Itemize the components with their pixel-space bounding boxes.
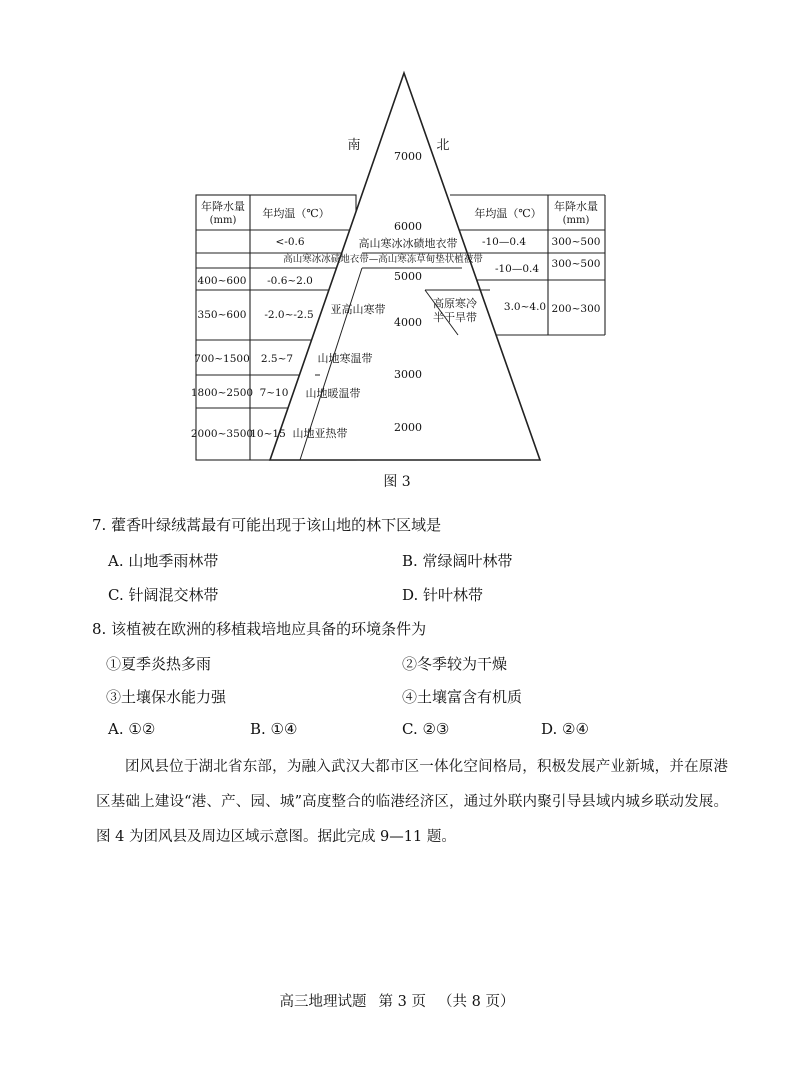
left-temp-value: -0.6~2.0 <box>267 275 313 287</box>
q8-statement-1: ①夏季炎热多雨 <box>106 655 212 673</box>
zone-plateau-1: 高原寒冷 <box>433 297 477 310</box>
altitude-label: 4000 <box>394 316 422 329</box>
left-precip-header: 年降水量 <box>201 200 245 213</box>
q7-option-d: D. 针叶林带 <box>402 586 484 604</box>
zone-meadow: 高山寒冰冰碛地衣带—高山寒冻草甸垫状植被带 <box>283 254 483 265</box>
left-temp-value: -2.0~-2.5 <box>264 309 314 321</box>
zone-warm-temperate: 山地暖温带 <box>305 387 361 400</box>
left-precip-value: 2000~3500 <box>190 428 254 440</box>
q8-statement-2: ②冬季较为干燥 <box>402 655 508 673</box>
zone-cold-temperate: 山地寒温带 <box>317 352 373 365</box>
left-temp-value: 7~10 <box>259 387 289 399</box>
altitude-label: 5000 <box>394 270 422 283</box>
right-temp-value: -10—0.4 <box>494 263 540 275</box>
left-precip-value: 350~600 <box>197 309 247 321</box>
question-8-stem: 8. 该植被在欧洲的移植栽培地应具备的环境条件为 <box>92 620 427 638</box>
q8-option-a: A. ①② <box>108 720 156 738</box>
altitude-label: 6000 <box>394 220 422 233</box>
q8-option-b: B. ①④ <box>250 720 298 738</box>
north-label: 北 <box>436 138 450 153</box>
zone-subtropical: 山地亚热带 <box>292 427 348 440</box>
page-footer <box>0 990 794 1011</box>
footer-title: 高三地理试题 <box>279 994 367 1010</box>
q8-option-c: C. ②③ <box>402 720 450 738</box>
zone-subalpine: 亚高山寒带 <box>330 303 386 316</box>
footer-total: （共 8 页） <box>438 994 515 1010</box>
right-temp-value: -10—0.4 <box>481 236 527 248</box>
passage-tuanfeng: 团风县位于湖北省东部，为融入武汉大都市区一体化空间格局，积极发展产业新城，并在原港区基础上建设“港、产、园、城”高度整合的临港经济区，通过外联内聚引导县域内城乡联动发展。图 4 为团风县及周边区域示意图。据此完成 9—11 题。 <box>96 759 728 845</box>
south-label: 南 <box>347 138 361 153</box>
zone-plateau-2: 半干旱带 <box>433 311 477 324</box>
left-temp-value: 10~15 <box>250 428 286 440</box>
left-temp-header: 年均温（℃） <box>262 207 330 220</box>
left-precip-unit: (mm) <box>209 215 237 226</box>
mountain-zonation-figure <box>0 0 794 500</box>
altitude-label: 7000 <box>394 150 422 163</box>
right-precip-value: 200~300 <box>551 303 601 315</box>
question-7-stem: 7. 藿香叶绿绒蒿最有可能出现于该山地的林下区域是 <box>92 516 442 534</box>
altitude-label: 2000 <box>394 421 422 434</box>
right-precip-unit: (mm) <box>562 215 590 226</box>
altitude-label: 3000 <box>394 368 422 381</box>
right-temp-value: 3.0~4.0 <box>503 301 547 313</box>
q7-option-a: A. 山地季雨林带 <box>108 552 219 570</box>
zone-ice-lichen: 高山寒冰冰碛地衣带 <box>358 237 458 250</box>
q8-statement-4: ④土壤富含有机质 <box>402 688 523 706</box>
left-precip-value: 700~1500 <box>194 353 250 365</box>
left-precip-value: 400~600 <box>197 275 247 287</box>
footer-page: 第 3 页 <box>378 994 426 1010</box>
right-precip-header: 年降水量 <box>554 200 598 213</box>
right-precip-value: 300~500 <box>551 258 601 270</box>
left-temp-value: 2.5~7 <box>260 353 294 365</box>
right-precip-value: 300~500 <box>551 236 601 248</box>
figure-caption: 图 3 <box>383 474 411 490</box>
q8-statement-3: ③土壤保水能力强 <box>106 688 227 706</box>
right-temp-header: 年均温（℃） <box>474 207 542 220</box>
left-temp-value: <-0.6 <box>275 236 305 248</box>
left-precip-value: 1800~2500 <box>190 387 254 399</box>
q8-option-d: D. ②④ <box>541 720 589 738</box>
q7-option-c: C. 针阔混交林带 <box>108 586 219 604</box>
q7-option-b: B. 常绿阔叶林带 <box>402 552 513 570</box>
